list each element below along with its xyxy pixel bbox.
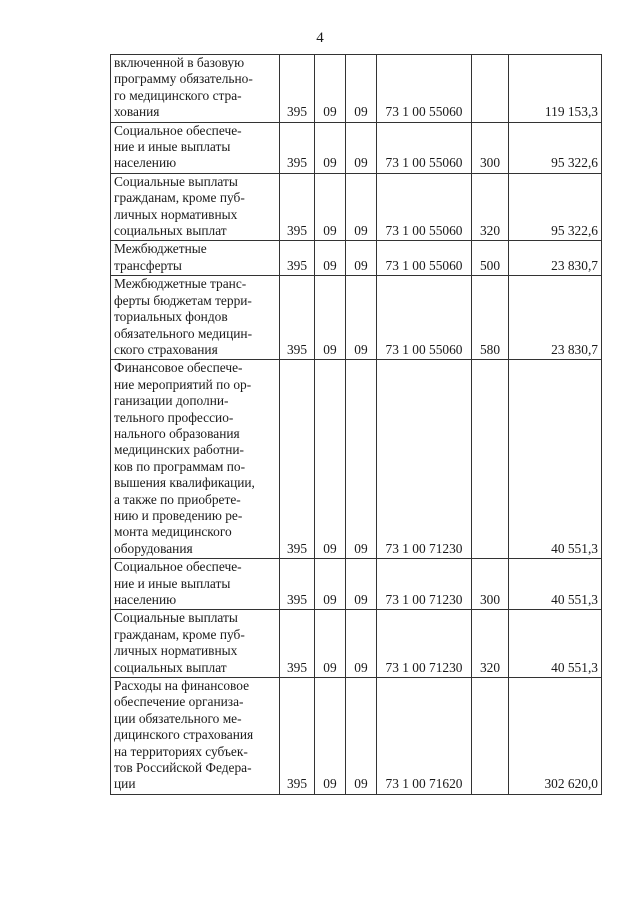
budget-table — [110, 54, 602, 795]
cell-item-name — [111, 360, 280, 559]
cell-item-name — [111, 55, 280, 123]
cell-subsection: 09 — [346, 241, 377, 276]
cell-amount: 40 551,3 — [509, 559, 602, 610]
cell-subsection: 09 — [346, 360, 377, 559]
item-name-line: нию и проведению ре- — [114, 507, 243, 523]
cell-target-article: 73 1 00 55060 — [377, 173, 472, 241]
table-row — [111, 610, 602, 678]
cell-amount: 95 322,6 — [509, 173, 602, 241]
item-name-line: включенной в базовую — [114, 55, 245, 70]
table-body — [111, 55, 602, 795]
item-name-line: на территориях субъек- — [114, 743, 248, 759]
item-name-line: ние мероприятий по ор- — [114, 376, 252, 392]
item-name-line: медицинских работни- — [114, 442, 244, 458]
cell-subsection: 09 — [346, 276, 377, 360]
cell-grbs-code: 395 — [280, 559, 315, 610]
item-name-line: Финансовое обеспече- — [114, 360, 243, 376]
cell-subsection: 09 — [346, 678, 377, 795]
table-row — [111, 122, 602, 173]
item-name-line: ции обязательного ме- — [114, 710, 242, 726]
cell-item-name — [111, 122, 280, 173]
item-name-line: дицинского страхования — [114, 727, 254, 743]
cell-grbs-code: 395 — [280, 122, 315, 173]
cell-amount: 23 830,7 — [509, 241, 602, 276]
item-name-line: Социальное обеспече- — [114, 559, 242, 575]
cell-subsection: 09 — [346, 559, 377, 610]
item-name-line: ции — [114, 776, 136, 792]
cell-grbs-code: 395 — [280, 241, 315, 276]
item-name-line: го медицинского стра- — [114, 87, 242, 103]
item-name-line: ферты бюджетам терри- — [114, 292, 252, 308]
item-name-line: ториальных фондов — [114, 309, 228, 325]
item-name-line: ние и иные выплаты — [114, 139, 231, 155]
cell-section: 09 — [315, 360, 346, 559]
item-name-line: хования — [114, 104, 160, 120]
cell-target-article: 73 1 00 71230 — [377, 360, 472, 559]
cell-amount: 119 153,3 — [509, 55, 602, 123]
cell-section: 09 — [315, 678, 346, 795]
cell-item-name — [111, 559, 280, 610]
cell-expense-type — [472, 55, 509, 123]
item-name-line: нального образования — [114, 425, 240, 441]
item-name-line: ганизации дополни- — [114, 393, 229, 409]
item-name-line: социальных выплат — [114, 659, 227, 675]
item-name-line: программу обязательно- — [114, 71, 253, 87]
item-name-line: Межбюджетные — [114, 241, 207, 257]
table-row — [111, 276, 602, 360]
cell-target-article: 73 1 00 71230 — [377, 559, 472, 610]
item-name-line: ков по программам по- — [114, 458, 246, 474]
cell-grbs-code: 395 — [280, 678, 315, 795]
cell-target-article: 73 1 00 55060 — [377, 55, 472, 123]
item-name-line: социальных выплат — [114, 223, 227, 239]
cell-item-name — [111, 173, 280, 241]
table-row — [111, 173, 602, 241]
item-name-line: Межбюджетные транс- — [114, 276, 247, 292]
table-row — [111, 678, 602, 795]
item-name-line: вышения квалификации, — [114, 475, 255, 491]
item-name-line: населению — [114, 592, 177, 607]
item-name-line: гражданам, кроме пуб- — [114, 190, 245, 206]
cell-section: 09 — [315, 55, 346, 123]
cell-amount: 40 551,3 — [509, 610, 602, 678]
item-name-line: обязательного медицин- — [114, 325, 253, 341]
cell-expense-type: 500 — [472, 241, 509, 276]
table-row — [111, 559, 602, 610]
cell-grbs-code: 395 — [280, 276, 315, 360]
item-name-line: оборудования — [114, 540, 193, 556]
cell-subsection: 09 — [346, 122, 377, 173]
cell-expense-type: 300 — [472, 122, 509, 173]
cell-target-article: 73 1 00 55060 — [377, 122, 472, 173]
item-name-line: личных нормативных — [114, 643, 238, 659]
cell-section: 09 — [315, 122, 346, 173]
item-name-line: Социальные выплаты — [114, 610, 238, 626]
cell-item-name — [111, 276, 280, 360]
cell-target-article: 73 1 00 55060 — [377, 241, 472, 276]
cell-section: 09 — [315, 241, 346, 276]
item-name-line: Социальное обеспече- — [114, 122, 242, 138]
cell-grbs-code: 395 — [280, 55, 315, 123]
item-name-line: а также по приобрете- — [114, 491, 241, 507]
cell-item-name — [111, 241, 280, 276]
cell-amount: 23 830,7 — [509, 276, 602, 360]
cell-expense-type: 320 — [472, 173, 509, 241]
table-row — [111, 241, 602, 276]
cell-expense-type: 580 — [472, 276, 509, 360]
cell-section: 09 — [315, 276, 346, 360]
item-name-line: Расходы на финансовое — [114, 678, 250, 694]
cell-subsection: 09 — [346, 610, 377, 678]
table-row — [111, 360, 602, 559]
cell-subsection: 09 — [346, 55, 377, 123]
item-name-line: трансферты — [114, 257, 182, 273]
item-name-line: Социальные выплаты — [114, 173, 238, 189]
item-name-line: ние и иные выплаты — [114, 575, 231, 591]
item-name-line: личных нормативных — [114, 206, 238, 222]
page-number: 4 — [316, 30, 324, 46]
item-name-line: обеспечение организа- — [114, 694, 244, 710]
item-name-line: населению — [114, 155, 177, 171]
cell-amount: 302 620,0 — [509, 678, 602, 795]
cell-amount: 95 322,6 — [509, 122, 602, 173]
item-name-line: ского страхования — [114, 341, 218, 357]
cell-expense-type — [472, 678, 509, 795]
cell-target-article: 73 1 00 71230 — [377, 610, 472, 678]
cell-expense-type: 300 — [472, 559, 509, 610]
item-name-line: тов Российской Федера- — [114, 760, 252, 776]
cell-target-article: 73 1 00 71620 — [377, 678, 472, 795]
cell-grbs-code: 395 — [280, 173, 315, 241]
cell-section: 09 — [315, 559, 346, 610]
item-name-line: тельного профессио- — [114, 409, 234, 425]
table-row — [111, 55, 602, 123]
cell-amount: 40 551,3 — [509, 360, 602, 559]
cell-expense-type: 320 — [472, 610, 509, 678]
item-name-line: монта медицинского — [114, 524, 232, 540]
cell-expense-type — [472, 360, 509, 559]
cell-subsection: 09 — [346, 173, 377, 241]
cell-grbs-code: 395 — [280, 360, 315, 559]
item-name-line: гражданам, кроме пуб- — [114, 626, 245, 642]
cell-section: 09 — [315, 610, 346, 678]
cell-item-name — [111, 610, 280, 678]
cell-section: 09 — [315, 173, 346, 241]
cell-target-article: 73 1 00 55060 — [377, 276, 472, 360]
cell-grbs-code: 395 — [280, 610, 315, 678]
cell-item-name — [111, 678, 280, 795]
